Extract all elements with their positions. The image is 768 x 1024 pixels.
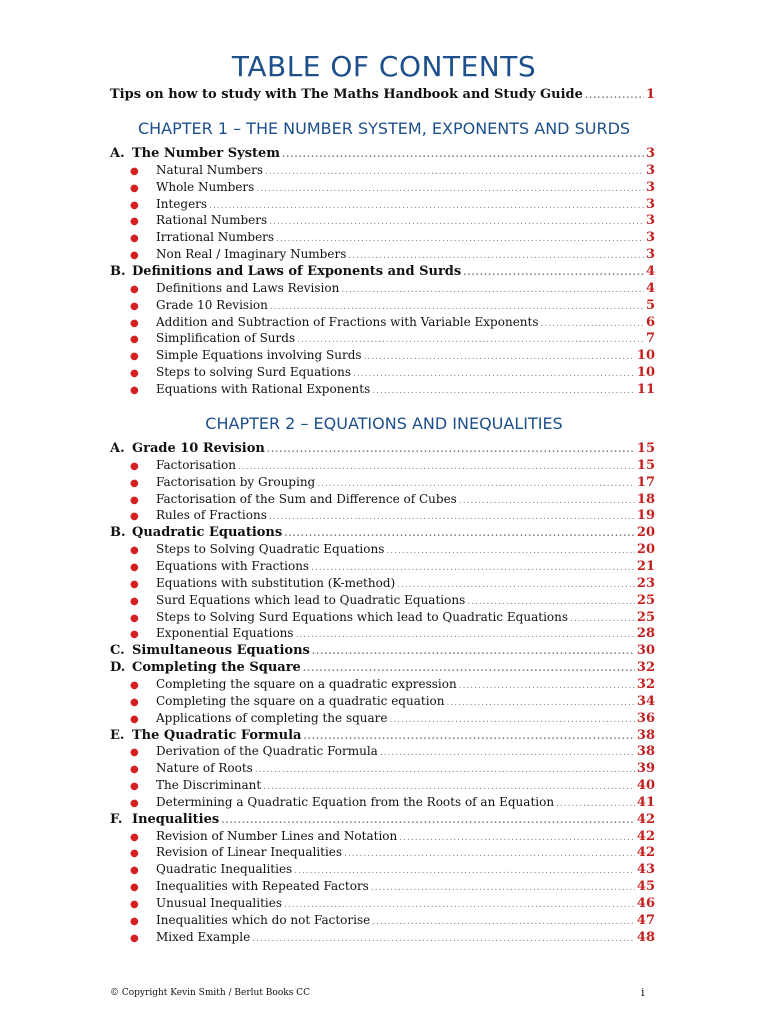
bullet-icon: ● <box>130 250 139 262</box>
toc-subsection-entry <box>130 593 655 610</box>
bullet-icon: ● <box>130 283 139 295</box>
bullet-icon: ● <box>130 595 139 607</box>
bullet-icon: ● <box>130 334 139 346</box>
toc-subsection-entry <box>130 348 655 365</box>
toc-entry-label: Definitions and Laws of Exponents and Surds <box>132 263 462 279</box>
bullet-icon: ● <box>130 368 139 380</box>
dot-leader <box>255 765 635 775</box>
toc-page-number: 30 <box>636 643 655 659</box>
dot-leader <box>570 614 635 624</box>
bullet-icon: ● <box>130 781 139 792</box>
dot-leader <box>372 917 635 927</box>
bullet-icon: ● <box>130 545 139 557</box>
toc-subsection-entry <box>130 180 655 197</box>
toc-page-number: 46 <box>636 896 655 911</box>
section-letter: C. <box>110 643 125 659</box>
toc-entry-label: Exponential Equations <box>156 626 294 641</box>
toc-page-number: 28 <box>636 626 655 642</box>
bullet-icon: ● <box>130 612 139 624</box>
toc-page-number: 32 <box>636 676 655 692</box>
toc-page-number: 40 <box>636 778 655 793</box>
toc-page-number: 23 <box>636 575 655 591</box>
toc-entry-label: Quadratic Inequalities <box>156 862 293 877</box>
dot-leader <box>284 900 635 910</box>
dot-leader <box>265 167 644 177</box>
toc-entry-label: Integers <box>156 196 208 211</box>
toc-subsection-entry <box>130 711 655 728</box>
toc-subsection-entry <box>130 298 655 315</box>
toc-entry-label: Simultaneous Equations <box>132 643 310 659</box>
bullet-icon: ● <box>130 165 139 177</box>
chapter-heading: CHAPTER 2 – EQUATIONS AND INEQUALITIES <box>205 414 563 433</box>
dot-leader <box>256 184 644 194</box>
toc-subsection-entry <box>130 492 655 509</box>
dot-leader <box>282 150 644 160</box>
toc-entry-label: Grade 10 Revision <box>132 441 265 456</box>
page-title: TABLE OF CONTENTS <box>231 50 537 83</box>
toc-page-number: 39 <box>636 761 655 777</box>
footer-page-number: i <box>641 986 645 999</box>
toc-subsection-entry <box>130 197 655 214</box>
toc-page-number: 3 <box>645 179 655 195</box>
bullet-icon: ● <box>130 477 139 489</box>
dot-leader <box>221 816 635 826</box>
bullet-icon: ● <box>130 882 139 894</box>
toc-entry-label: Equations with Rational Exponents <box>156 381 371 396</box>
toc-page-number: 18 <box>636 491 655 507</box>
dot-leader <box>263 782 635 792</box>
toc-subsection-entry <box>130 213 655 230</box>
toc-entry-label: Steps to Solving Surd Equations which lead to Quadratic Equations <box>156 609 569 624</box>
bullet-icon: ● <box>130 747 139 759</box>
bullet-icon: ● <box>130 494 139 506</box>
dot-leader <box>364 352 635 362</box>
toc-subsection-entry <box>130 913 655 930</box>
bullet-icon: ● <box>130 764 139 776</box>
toc-entry-label: Factorisation of the Sum and Difference of Cubes <box>156 491 457 506</box>
dot-leader <box>348 251 644 261</box>
dot-leader <box>303 664 635 674</box>
toc-page-number: 42 <box>636 845 655 861</box>
dot-leader <box>284 529 635 539</box>
bullet-icon: ● <box>130 696 139 708</box>
toc-section-entry <box>110 264 655 281</box>
toc-entry-label: Nature of Roots <box>156 761 253 776</box>
toc-page-number: 3 <box>645 230 655 246</box>
toc-entry-label: Steps to solving Surd Equations <box>156 365 351 380</box>
toc-page-number: 47 <box>636 912 655 928</box>
toc-page-number: 20 <box>636 542 655 558</box>
toc-entry-label: Unusual Inequalities <box>156 896 282 910</box>
toc-page-number: 38 <box>636 727 655 743</box>
toc-entry-label: Equations with Fractions <box>156 559 310 573</box>
toc-entry-label: Completing the square on a quadratic equation <box>156 693 445 708</box>
toc-entry-label: Determining a Quadratic Equation from the Roots of an Equation <box>156 794 555 809</box>
toc-subsection-entry <box>130 382 655 399</box>
toc-subsection-entry <box>130 610 655 627</box>
dot-leader <box>386 546 635 556</box>
bullet-icon: ● <box>130 831 139 843</box>
dot-leader <box>238 462 635 472</box>
toc-entry-label: Non Real / Imaginary Numbers <box>156 247 347 262</box>
toc-page-number: 17 <box>636 474 655 490</box>
toc-subsection-entry <box>130 744 655 761</box>
bullet-icon: ● <box>130 300 139 312</box>
toc-page-number: 36 <box>636 710 655 726</box>
dot-leader <box>252 934 635 944</box>
section-letter: F. <box>110 811 123 827</box>
dot-leader <box>267 445 635 455</box>
section-letter: A. <box>110 441 125 456</box>
footer-copyright: © Copyright Kevin Smith / Berlut Books CC <box>110 988 310 998</box>
toc-subsection-entry <box>130 761 655 778</box>
toc-entry-label: Simple Equations involving Surds <box>156 348 362 363</box>
toc-page-number: 42 <box>636 828 655 844</box>
toc-subsection-entry <box>130 475 655 492</box>
toc-entry-label: The Discriminant <box>156 778 262 792</box>
toc-page-number: 15 <box>636 457 655 473</box>
toc-page-number: 10 <box>636 348 655 364</box>
bullet-icon: ● <box>130 351 139 363</box>
toc-entry-label: Grade 10 Revision <box>156 297 268 312</box>
toc-page-number: 15 <box>636 441 655 456</box>
section-letter: B. <box>110 263 126 279</box>
toc-subsection-entry <box>130 315 655 332</box>
toc-subsection-entry <box>130 559 655 576</box>
toc-page-number: 7 <box>645 331 655 347</box>
toc-subsection-entry <box>130 576 655 593</box>
toc-entry-label: Whole Numbers <box>156 179 255 194</box>
toc-page-number: 3 <box>645 146 655 161</box>
toc-entry-label: Inequalities which do not Factorise <box>156 912 371 927</box>
toc-entry-label: Natural Numbers <box>156 162 264 177</box>
bullet-icon: ● <box>130 460 139 472</box>
toc-section-entry <box>110 643 655 660</box>
dot-leader <box>317 479 635 489</box>
toc-page-number: 4 <box>645 280 655 296</box>
bullet-icon: ● <box>130 511 139 523</box>
toc-entry-label: Surd Equations which lead to Quadratic Equations <box>156 592 466 607</box>
dot-leader <box>556 799 635 809</box>
dot-leader <box>371 883 635 893</box>
toc-intro-entry <box>110 87 655 104</box>
chapter-heading: CHAPTER 1 – THE NUMBER SYSTEM, EXPONENTS AND SURDS <box>137 119 631 138</box>
toc-entry-label: Rational Numbers <box>156 213 268 228</box>
toc-entry-label: Equations with substitution (K-method) <box>156 575 396 590</box>
toc-entry-label: The Number System <box>132 146 281 161</box>
toc-page-number: 5 <box>645 297 655 313</box>
toc-page-number: 3 <box>645 162 655 178</box>
toc-page-number: 32 <box>636 660 655 676</box>
bullet-icon: ● <box>130 562 139 573</box>
bullet-icon: ● <box>130 865 139 877</box>
dot-leader <box>463 268 644 278</box>
toc-subsection-entry <box>130 896 655 913</box>
dot-leader <box>341 285 644 295</box>
toc-subsection-entry <box>130 365 655 382</box>
toc-page-number: 43 <box>636 862 655 878</box>
toc-page-number: 10 <box>636 365 655 381</box>
bullet-icon: ● <box>130 899 139 910</box>
dot-leader <box>296 630 635 640</box>
dot-leader <box>459 681 635 691</box>
toc-subsection-entry <box>130 281 655 298</box>
bullet-icon: ● <box>130 199 139 211</box>
toc-entry-label: Tips on how to study with The Maths Handbook and Study Guide <box>110 87 583 102</box>
bullet-icon: ● <box>130 629 139 641</box>
toc-entry-label: Inequalities with Repeated Factors <box>156 879 369 894</box>
section-letter: A. <box>110 146 125 161</box>
toc-subsection-entry <box>130 163 655 180</box>
toc-entry-label: Rules of Fractions <box>156 508 267 523</box>
bullet-icon: ● <box>130 848 139 860</box>
dot-leader <box>297 335 644 345</box>
toc-subsection-entry <box>130 331 655 348</box>
bullet-icon: ● <box>130 384 139 396</box>
section-letter: D. <box>110 660 126 676</box>
toc-entry-label: Factorisation by Grouping <box>156 474 316 489</box>
bullet-icon: ● <box>130 932 139 944</box>
bullet-icon: ● <box>130 915 139 927</box>
toc-entry-label: Simplification of Surds <box>156 331 296 346</box>
bullet-icon: ● <box>130 317 139 329</box>
toc-entry-label: Addition and Subtraction of Fractions with Variable Exponents <box>156 314 539 329</box>
toc-entry-label: Factorisation <box>156 457 236 472</box>
toc-page-number: 20 <box>636 525 655 541</box>
toc-page-number: 21 <box>636 559 655 574</box>
toc-entry-label: Revision of Number Lines and Notation <box>156 828 398 843</box>
toc-page-number: 41 <box>636 794 655 810</box>
dot-leader <box>372 386 635 396</box>
toc-entry-label: Irrational Numbers <box>156 230 275 245</box>
toc-entry-label: Completing the square on a quadratic expression <box>156 676 457 691</box>
dot-leader <box>269 217 644 227</box>
toc-entry-label: Quadratic Equations <box>132 525 283 541</box>
bullet-icon: ● <box>130 713 139 725</box>
toc-page-number: 11 <box>636 381 655 397</box>
dot-leader <box>270 302 644 312</box>
toc-page-number: 48 <box>636 929 655 945</box>
dot-leader <box>269 512 635 522</box>
toc-subsection-entry <box>130 694 655 711</box>
dot-leader <box>399 833 635 843</box>
toc-subsection-entry <box>130 458 655 475</box>
bullet-icon: ● <box>130 578 139 590</box>
toc-page-number: 19 <box>636 508 655 524</box>
toc-subsection-entry <box>130 626 655 643</box>
toc-subsection-entry <box>130 677 655 694</box>
toc-subsection-entry <box>130 862 655 879</box>
dot-leader <box>397 580 635 590</box>
toc-entry-label: Steps to Solving Quadratic Equations <box>156 542 385 557</box>
dot-leader <box>312 647 635 657</box>
dot-leader <box>303 732 634 742</box>
dot-leader <box>459 496 635 506</box>
toc-entry-label: Applications of completing the square <box>156 710 388 725</box>
dot-leader <box>446 698 634 708</box>
toc-page-number: 4 <box>645 263 655 279</box>
toc-page-number: 3 <box>645 247 655 263</box>
toc-subsection-entry <box>130 542 655 559</box>
toc-subsection-entry <box>130 230 655 247</box>
bullet-icon: ● <box>130 233 139 245</box>
toc-entry-label: Inequalities <box>132 811 220 827</box>
toc-subsection-entry <box>130 879 655 896</box>
dot-leader <box>276 234 644 244</box>
toc-subsection-entry <box>130 845 655 862</box>
dot-leader <box>311 563 635 573</box>
bullet-icon: ● <box>130 216 139 228</box>
toc-page-number: 6 <box>645 314 655 330</box>
section-letter: B. <box>110 525 126 541</box>
toc-page-number: 38 <box>636 744 655 760</box>
toc-entry-label: Derivation of the Quadratic Formula <box>156 744 378 759</box>
dot-leader <box>344 849 635 859</box>
toc-entry-label: Revision of Linear Inequalities <box>156 845 343 860</box>
bullet-icon: ● <box>130 797 139 809</box>
toc-section-entry <box>110 525 655 542</box>
toc-page-number: 1 <box>645 87 655 102</box>
dot-leader <box>294 866 635 876</box>
toc-subsection-entry <box>130 508 655 525</box>
toc-entry-label: Definitions and Laws Revision <box>156 280 340 295</box>
dot-leader <box>390 715 635 725</box>
toc-page-number: 25 <box>636 592 655 608</box>
toc-entry-label: The Quadratic Formula <box>132 727 302 743</box>
toc-section-entry <box>110 660 655 677</box>
toc-section-entry <box>110 146 655 163</box>
dot-leader <box>209 201 644 211</box>
toc-section-entry <box>110 812 655 829</box>
bullet-icon: ● <box>130 182 139 194</box>
toc-page-number: 42 <box>636 811 655 827</box>
toc-page-number: 3 <box>645 196 655 212</box>
dot-leader <box>585 91 644 101</box>
dot-leader <box>353 369 635 379</box>
toc-subsection-entry <box>130 247 655 264</box>
dot-leader <box>380 748 635 758</box>
toc-section-entry <box>110 441 655 458</box>
section-letter: E. <box>110 727 125 743</box>
toc-page-number: 25 <box>636 609 655 625</box>
toc-subsection-entry <box>130 829 655 846</box>
toc-subsection-entry <box>130 778 655 795</box>
toc-section-entry <box>110 728 655 745</box>
toc-entry-label: Completing the Square <box>132 660 301 676</box>
toc-page-number: 34 <box>636 693 655 709</box>
toc-subsection-entry <box>130 795 655 812</box>
toc-subsection-entry <box>130 930 655 947</box>
toc-entry-label: Mixed Example <box>156 929 251 944</box>
dot-leader <box>541 319 644 329</box>
bullet-icon: ● <box>130 679 139 691</box>
toc-page-number: 45 <box>636 879 655 895</box>
toc-page-number: 3 <box>645 213 655 229</box>
dot-leader <box>467 597 635 607</box>
